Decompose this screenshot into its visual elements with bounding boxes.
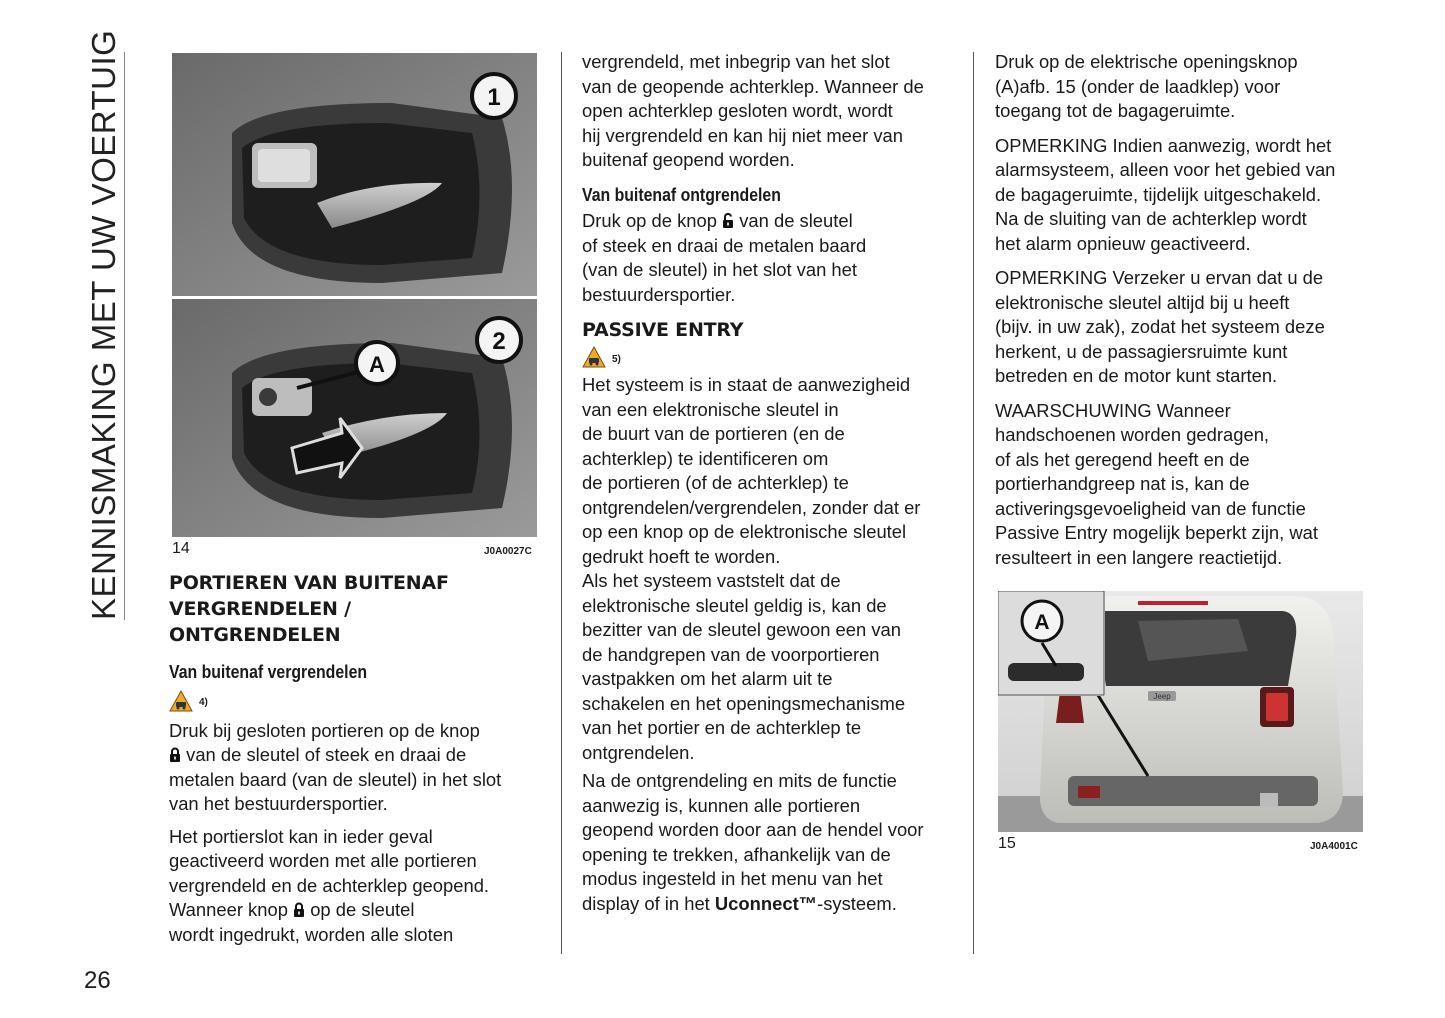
figure-15-code: J0A4001C	[1310, 841, 1358, 852]
chapter-side-title: KENNISMAKING MET UW VOERTUIG	[85, 29, 122, 620]
paragraph-warning-gloves: WAARSCHUWING Wanneer handschoenen worden gedragen, of als het geregend heeft en de portierhandgreep nat is, kan de activeringsgevoeligheid van de functie Passive Entry mogelijk beperkt zijn, wat resulteert in een langere reactietijd.	[995, 399, 1318, 568]
uconnect-brand: Uconnect™	[714, 892, 818, 914]
lock-open-icon	[722, 213, 734, 229]
lock-closed-icon	[169, 747, 181, 763]
paragraph-unlock-instructions: Druk op de knop van de sleutel of steek en draai de metalen baard (van de sleutel) in het slot van het bestuurdersportier.	[582, 210, 867, 305]
paragraph-after-unlock: Na de ontgrendeling en mits de functie aanwezig is, kunnen alle portieren geopend worden door aan de hendel voor opening te trekken, afhankelijk van de modus ingesteld in het menu van het display of in het Uconnect™-systeem.	[582, 770, 924, 914]
paragraph-lock-instructions: Druk bij gesloten portieren op de knop van de sleutel of steek en draai de metalen baard (van de sleutel) in het slot van het bestuurdersportier.	[169, 719, 502, 814]
side-title-rule	[124, 52, 125, 620]
column-3	[995, 50, 1375, 570]
lock-closed-icon	[293, 902, 305, 918]
column-divider-2	[973, 52, 974, 954]
jeep-badge: Jeep	[1153, 692, 1171, 701]
paragraph-tailgate-button: Druk op de elektrische openingsknop (A)afb. 15 (onder de laadklep) voor toegang tot de bagageruimte.	[995, 51, 1298, 121]
subheading-unlock: Van buitenaf ontgrendelen	[582, 184, 781, 205]
warning-triangle-icon	[169, 690, 193, 712]
warning-reference-4: 4)	[169, 687, 549, 715]
paragraph-continued: vergrendeld, met inbegrip van het slot van de geopende achterklep. Wanneer de open achterklep gesloten wordt, wordt hij vergrendeld en kan hij niet meer van buitenaf geopend worden.	[582, 51, 924, 170]
figure-15-number: 15	[998, 835, 1016, 852]
paragraph-passive-entry-intro: Het systeem is in staat de aanwezigheid van een elektronische sleutel in de buurt van de portieren (en de achterklep) te identificeren om de portieren (of de achterklep) te ontgrendelen/vergrendelen, zonder dat er op een knop op de elektronische sleutel gedrukt hoeft te worden.	[582, 374, 921, 567]
paragraph-note-alarm: OPMERKING Indien aanwezig, wordt het alarmsysteem, alleen voor het gebied van de bagageruimte, tijdelijk uitgeschakeld. Na de sluiting van de achterklep wordt het alarm opnieuw geactiveerd.	[995, 134, 1336, 254]
column-2	[582, 50, 962, 916]
figure-15-rear-tailgate	[998, 591, 1363, 832]
section-heading-passive-entry: PASSIVE ENTRY	[582, 319, 744, 341]
callout-1-label: 1	[487, 84, 501, 111]
column-divider-1	[561, 52, 562, 954]
subheading-lock: Van buitenaf vergrendelen	[169, 662, 368, 682]
paragraph-lock-note: Het portierslot kan in ieder geval geactiveerd worden met alle portieren vergrendeld en de achterklep geopend. Wanneer knop op de sleutel wordt ingedrukt, worden alle sloten	[169, 825, 490, 945]
page-number: 26	[84, 967, 111, 994]
column-1	[169, 570, 549, 947]
section-heading-line-3: ONTGRENDELEN	[169, 624, 341, 646]
warning-reference-5: 5)	[582, 343, 962, 371]
warning-triangle-icon	[582, 346, 606, 368]
figure-14-number: 14	[172, 540, 190, 557]
figure-14-code: J0A0027C	[484, 546, 532, 557]
figure-14-door-handle	[172, 53, 537, 537]
callout-a-label: A	[369, 352, 385, 377]
paragraph-passive-entry-valid-key: Als het systeem vaststelt dat de elektronische sleutel geldig is, kan de bezitter van de sleutel gewoon een van de handgrepen van de voorportieren vastpakken om het alarm uit te schakelen en het openingsmechanisme van het portier en de achterklep te ontgrendelen.	[582, 570, 906, 763]
callout-a-label: A	[1034, 611, 1050, 634]
paragraph-note-key: OPMERKING Verzeker u ervan dat u de elektronische sleutel altijd bij u heeft (bijv. in uw zak), zodat het systeem deze herkent, u de passagiersruimte kunt betreden en de motor kunt starten.	[995, 267, 1325, 386]
section-heading-line-1: PORTIEREN VAN BUITENAF	[169, 572, 449, 594]
section-heading-line-2: VERGRENDELEN /	[169, 598, 351, 620]
callout-2-label: 2	[492, 328, 506, 355]
